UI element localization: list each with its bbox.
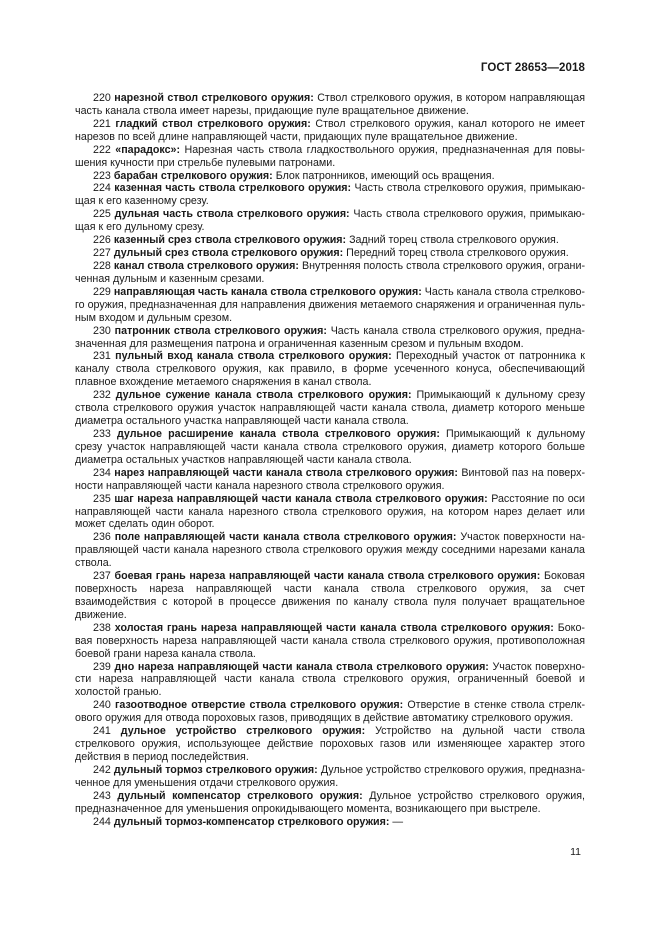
term-entry (75, 531, 585, 570)
term-definition: Блок патронников, имеющий ось вращения. (275, 169, 495, 182)
term-name: барабан стрелкового оружия: (113, 169, 273, 182)
term-entry (75, 764, 585, 790)
term-entry (75, 234, 585, 247)
term-name: дно нареза направляющей части канала ствола стрелкового оружия: (114, 660, 489, 673)
term-entry (75, 118, 585, 144)
term-name: дульное устройство стрелкового оружия: (120, 725, 366, 738)
term-number: 240 (93, 699, 111, 712)
term-number: 236 (93, 531, 111, 544)
standard-header: ГОСТ 28653—2018 (480, 62, 585, 74)
term-name: пульный вход канала ствола стрелкового оружия: (115, 350, 392, 363)
term-name: газоотводное отверстие ствола стрелкового оружия: (114, 699, 404, 712)
term-name: гладкий ствол стрелкового оружия: (115, 117, 311, 130)
term-name: дульный тормоз-компенсатор стрелкового оружия: (113, 815, 390, 828)
term-definition: Боковая поверхность нареза направляющей части канала ствола стрелкового оружия, противоположная боевой грани нареза канала ствола. (75, 621, 585, 660)
term-definition: Часть ствола стрелкового оружия, примыкающая к его дульному срезу. (75, 208, 585, 234)
term-number: 226 (93, 234, 111, 247)
term-definition: Примыкающий к дульному срезу ствола стрелкового оружия участок направляющей части канала ствола, диаметр которого меньше диаметра остального участка направляющей части канала ствола. (75, 389, 585, 428)
term-number: 244 (93, 815, 111, 828)
term-entry (75, 286, 585, 325)
term-definition: Боковая поверхность нареза направляющей части канала ствола стрелкового оружия, за счет взаимодействия с которой в процессе движения по каналу ствола пуля получает вращательное движение. (75, 570, 585, 621)
term-definition: Дульное устройство стрелкового оружия, предназначенное для уменьшения отдачи стрелкового оружия. (75, 763, 585, 789)
term-entry (75, 661, 585, 700)
term-number: 233 (93, 427, 111, 440)
term-entry (75, 247, 585, 260)
term-entry (75, 350, 585, 389)
term-number: 242 (93, 763, 111, 776)
term-number: 235 (93, 492, 111, 505)
term-entry (75, 493, 585, 532)
term-name: дульный компенсатор стрелкового оружия: (117, 789, 363, 802)
term-number: 222 (93, 143, 111, 156)
term-number: 225 (93, 208, 111, 221)
term-number: 237 (93, 570, 111, 583)
term-definition: Участок поверхности нареза направляющей части канала ствола стрелкового оружия, ограниченный боевой и холостой гранью. (75, 660, 585, 699)
term-entry (75, 389, 585, 428)
term-name: «парадокс»: (115, 143, 181, 156)
term-entry (75, 699, 585, 725)
term-number: 239 (93, 660, 111, 673)
term-name: нарез направляющей части канала ствола стрелкового оружия: (114, 466, 458, 479)
term-definition: Расстояние по оси направляющей части канала нарезного ствола стрелкового оружия, на котором нарез делает или может сделать один оборот. (75, 492, 585, 531)
term-definition: Устройство на дульной части ствола стрелкового оружия, использующее действие пороховых газов или изменяющее характер этого действия в период последействия. (75, 725, 585, 764)
term-entry (75, 428, 585, 467)
term-name: дульный срез ствола стрелкового оружия: (113, 247, 344, 260)
term-number: 241 (93, 725, 111, 738)
term-definition: Часть канала ствола стрелкового оружия, предназначенная для размещения патрона и ограниченная казенным срезом и пульным входом. (75, 324, 585, 350)
term-number: 227 (93, 247, 111, 260)
term-name: канал ствола стрелкового оружия: (113, 259, 299, 272)
term-entry (75, 170, 585, 183)
terms-list (75, 92, 585, 829)
term-definition: — (392, 815, 404, 828)
term-entry (75, 92, 585, 118)
term-number: 243 (93, 789, 111, 802)
term-number: 220 (93, 92, 111, 104)
term-number: 234 (93, 466, 111, 479)
term-definition: Задний торец ствола стрелкового оружия. (349, 234, 559, 247)
term-entry (75, 467, 585, 493)
term-entry (75, 725, 585, 764)
term-name: дульная часть ствола стрелкового оружия: (114, 208, 350, 221)
term-entry (75, 816, 585, 829)
term-definition: Отверстие в стенке ствола стрелкового оружия для отвода пороховых газов, приводящих в действие автоматику стрелкового оружия. (75, 699, 585, 725)
term-entry (75, 570, 585, 622)
term-definition: Нарезная часть ствола гладкоствольного оружия, предназначенная для повышения кучности при стрельбе пулевыми патронами. (75, 143, 585, 169)
term-name: дульное расширение канала ствола стрелкового оружия: (116, 427, 440, 440)
term-number: 223 (93, 169, 111, 182)
term-name: казенный срез ствола стрелкового оружия: (113, 234, 347, 247)
term-definition: Примыкающий к дульному срезу участок направляющей части канала ствола стрелкового оружия, диаметр которого больше диаметра остальных участков направляющей части канала ствола. (75, 427, 585, 466)
term-number: 224 (93, 182, 111, 195)
term-name: патронник ствола стрелкового оружия: (114, 324, 327, 337)
term-number: 230 (93, 324, 111, 337)
term-name: казенная часть ствола стрелкового оружия: (114, 182, 352, 195)
page-number: 11 (570, 846, 581, 858)
term-number: 221 (93, 117, 111, 130)
term-name: боевая грань нареза направляющей части канала ствола стрелкового оружия: (114, 570, 541, 583)
term-name: направляющая часть канала ствола стрелкового оружия: (113, 285, 422, 298)
term-definition: Переходный участок от патронника к каналу ствола стрелкового оружия, как правило, в форме усеченного конуса, обеспечивающий плавное вхождение метаемого снаряжения в канал ствола. (75, 350, 585, 389)
term-definition: Ствол стрелкового оружия, канал которого не имеет нарезов по всей длине направляющей части, придающих пуле вращательное движение. (75, 117, 585, 143)
term-definition: Передний торец ствола стрелкового оружия. (346, 247, 569, 260)
term-definition: Винтовой паз на поверхности направляющей части канала нарезного ствола стрелкового оружия. (75, 466, 585, 492)
term-definition: Ствол стрелкового оружия, в котором направляющая часть канала ствола имеет нарезы, придающие пуле вращательное движение. (75, 92, 585, 117)
term-number: 231 (93, 350, 111, 363)
term-entry (75, 260, 585, 286)
term-definition: Внутренняя полость ствола стрелкового оружия, ограниченная дульным и казенным срезами. (75, 259, 585, 285)
term-number: 238 (93, 621, 111, 634)
term-entry (75, 325, 585, 351)
term-name: дульный тормоз стрелкового оружия: (113, 763, 318, 776)
term-definition: Дульное устройство стрелкового оружия, предназначенное для уменьшения опрокидывающего момента, возникающего при выстреле. (75, 789, 585, 815)
term-name: поле направляющей части канала ствола стрелкового оружия: (114, 531, 457, 544)
term-definition: Участок поверхности направляющей части канала нарезного ствола стрелкового оружия между соседними нарезами канала ствола. (75, 531, 585, 570)
term-entry (75, 144, 585, 170)
term-name: нарезной ствол стрелкового оружия: (114, 92, 314, 104)
term-entry (75, 208, 585, 234)
term-number: 228 (93, 259, 111, 272)
term-entry (75, 790, 585, 816)
term-definition: Часть ствола стрелкового оружия, примыкающая к его казенному срезу. (75, 182, 585, 208)
term-number: 229 (93, 285, 111, 298)
term-entry (75, 622, 585, 661)
term-name: холостая грань нареза направляющей части канала ствола стрелкового оружия: (114, 621, 554, 634)
term-name: дульное сужение канала ствола стрелкового оружия: (115, 389, 412, 402)
term-number: 232 (93, 389, 111, 402)
term-definition: Часть канала ствола стрелкового оружия, предназначенная для направления движения метаемого снаряжения и ограниченная пульным входом и дульным срезом. (75, 285, 585, 324)
term-entry (75, 182, 585, 208)
term-name: шаг нареза направляющей части канала ствола стрелкового оружия: (114, 492, 488, 505)
